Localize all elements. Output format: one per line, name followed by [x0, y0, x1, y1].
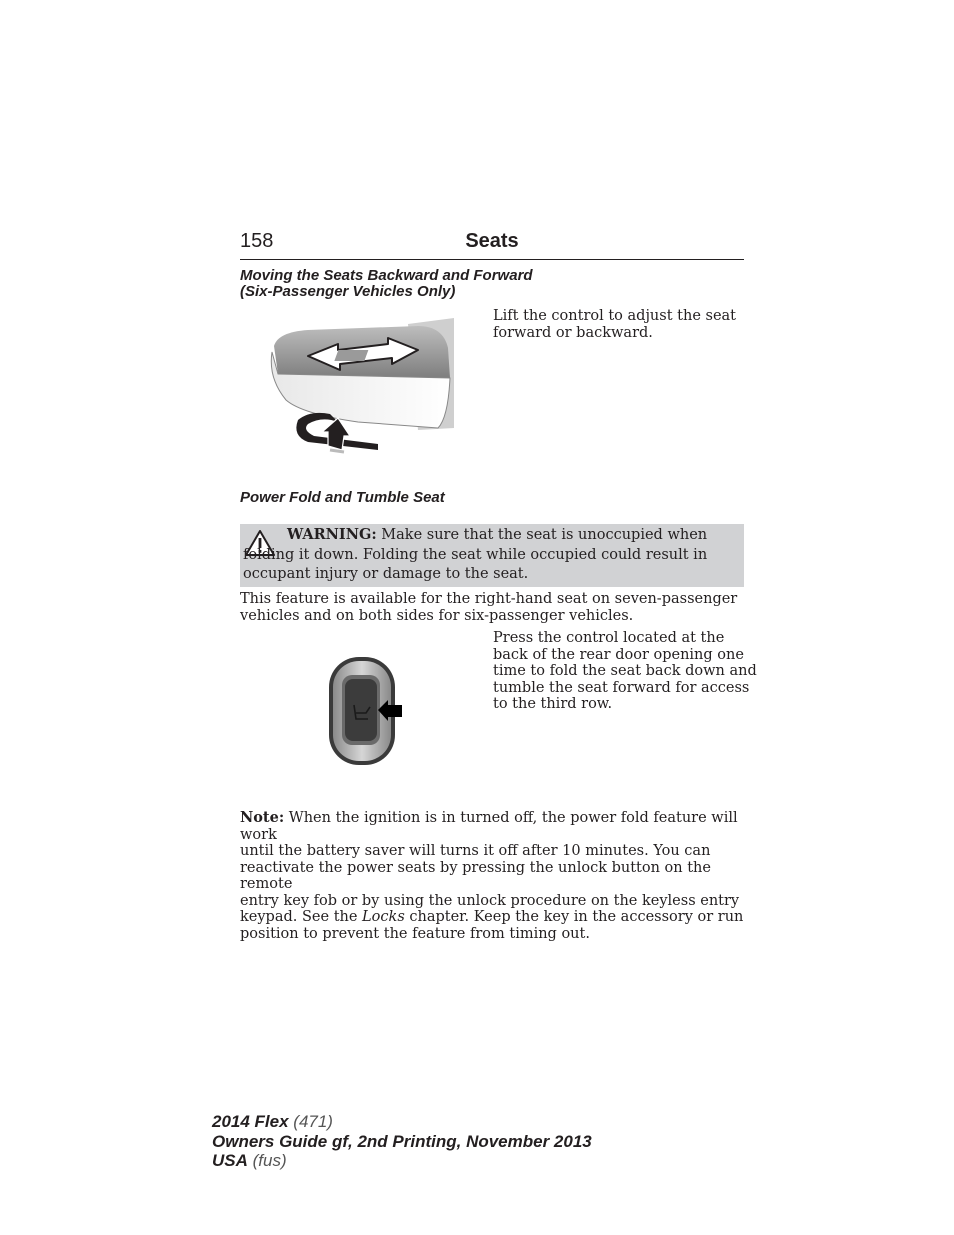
warning-label: WARNING:	[287, 526, 377, 543]
power-fold-switch-illustration	[326, 655, 406, 767]
warning-message: Make sure that the seat is unoccupied when folding it down. Folding the seat while occupied could result in occupant injury or damage to the seat.	[243, 527, 708, 582]
section-heading-seat-movement: Moving the Seats Backward and Forward (Six-Passenger Vehicles Only)	[240, 267, 533, 300]
document-footer: 2014 Flex (471) Owners Guide gf, 2nd Printing, November 2013 USA (fus)	[212, 1112, 592, 1170]
chapter-title: Seats	[465, 230, 519, 252]
locks-chapter-reference: Locks	[362, 909, 405, 925]
warning-text	[243, 525, 740, 585]
header-rule	[240, 259, 744, 260]
seat-adjust-instructions: Lift the control to adjust the seat forward or backward.	[493, 308, 737, 341]
feature-availability-text: This feature is available for the right-hand seat on seven-passenger vehicles and on both sides for six-passenger vehicles.	[240, 591, 738, 624]
seat-adjust-illustration	[268, 318, 454, 458]
note-label: Note:	[240, 809, 285, 826]
note-paragraph: Note: When the ignition is in turned off, the power fold feature will work until the battery saver will turns it off after 10 minutes. You can reactivate the power seats by pressing the unlock button on the remote entry key fob or by using the unlock procedure on the keyless entry keypad. See the Locks chapter. Keep the key in the accessory or run position to prevent the feature from timing out.	[240, 809, 744, 942]
power-fold-instructions: Press the control located at the back of the rear door opening one time to fold the seat back down and tumble the seat forward for access to the third row.	[493, 630, 757, 712]
section-heading-power-fold: Power Fold and Tumble Seat	[240, 489, 445, 506]
page-number: 158	[240, 230, 274, 252]
